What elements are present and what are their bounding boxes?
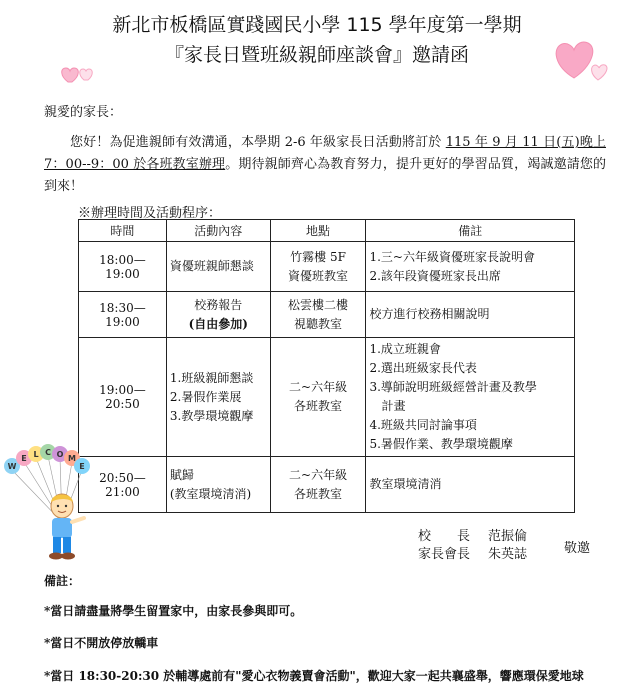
balloon-letter: W <box>7 462 17 471</box>
place-line: 各班教室 <box>294 486 343 501</box>
place-line: 視聽教室 <box>294 316 343 331</box>
greeting: 親愛的家長： <box>44 105 123 120</box>
notes-line: 校方進行校務相關說明 <box>369 307 490 321</box>
activity-line: (教室環境清消) <box>169 486 252 501</box>
signature-row <box>418 528 538 546</box>
row-notes <box>366 338 575 457</box>
row-time: 18:30—19:00 <box>79 292 167 338</box>
balloon-letter: C <box>45 448 51 457</box>
row-activity <box>166 292 270 338</box>
header-time: 時間 <box>79 220 167 242</box>
activity-line: 校務報告 <box>194 297 243 312</box>
row-notes <box>366 292 575 338</box>
schedule-header-row <box>79 220 575 242</box>
heart-icon-large-right <box>548 30 614 88</box>
notes-line: 3.導師說明班級經營計畫及教學 <box>369 380 537 394</box>
schedule-heading: ※辦理時間及活動程序： <box>78 206 222 221</box>
table-row <box>79 338 575 457</box>
balloon-letter: E <box>21 454 27 463</box>
notes-line: 2.該年段資優班家長出席 <box>369 268 501 283</box>
pta-role: 家長會長 <box>418 547 471 562</box>
notes-section <box>44 571 614 687</box>
principal-role: 校 長 <box>418 529 471 544</box>
notes-line: 教室環境清消 <box>369 477 442 491</box>
notes-line: 計畫 <box>369 399 406 413</box>
activity-line: 2.暑假作業展 <box>169 389 242 404</box>
note-item: *當日不開放停放轎車 <box>44 636 159 650</box>
balloon-letter: L <box>33 450 39 459</box>
note-item: *當日請盡量將學生留置家中，由家長參與即可。 <box>44 604 303 618</box>
row-place <box>270 457 366 513</box>
table-row <box>79 242 575 292</box>
intro-text-1: 您好！為促進親師有效溝通，本學期 2-6 年級家長日活動將訂於 <box>70 135 446 150</box>
row-place <box>270 338 366 457</box>
notes-heading: 備註： <box>44 574 81 588</box>
closing-text: 敬邀 <box>564 541 591 556</box>
header-notes: 備註 <box>366 220 575 242</box>
notes-line: 2.選出班級家長代表 <box>369 361 477 375</box>
welcome-balloons-illustration <box>2 440 98 568</box>
place-line: 二~六年級 <box>289 380 348 394</box>
heart-icon-small-left <box>58 60 98 88</box>
page-title-line1: 新北市板橋區實踐國民小學 115 學年度第一學期 <box>112 14 522 36</box>
place-line: 松雲樓二樓 <box>288 297 349 312</box>
row-activity <box>166 242 270 292</box>
notes-line: 1.三~六年級資優班家長說明會 <box>369 249 535 264</box>
header-place: 地點 <box>270 220 366 242</box>
place-line: 資優班教室 <box>288 268 349 283</box>
balloon-letter: O <box>56 450 64 459</box>
balloon-letter: E <box>79 462 85 471</box>
activity-line: 1.班級親師懇談 <box>169 370 254 385</box>
intro-date: 115 年 9 月 11 日(五)晚上 7：00--9：00 於各班教室辦理 <box>44 135 606 172</box>
notes-line: 4.班級共同討論事項 <box>369 418 477 432</box>
table-row <box>79 292 575 338</box>
table-row <box>79 457 575 513</box>
pta-name: 朱英誌 <box>488 547 528 562</box>
header-activity: 活動內容 <box>166 220 270 242</box>
child-figure <box>49 494 84 560</box>
activity-line: 資優班親師懇談 <box>169 259 254 273</box>
place-line: 竹霧樓 5F <box>290 249 346 264</box>
place-line: 各班教室 <box>294 399 343 413</box>
row-place <box>270 242 366 292</box>
signature-row <box>418 546 538 564</box>
note-item: *當日 18:30-20:30 於輔導處前有"愛心衣物義賣會活動"，歡迎大家一起共襄盛舉，響應環保愛地球 <box>44 669 584 683</box>
schedule-table <box>78 219 575 513</box>
row-notes <box>366 457 575 513</box>
row-activity <box>166 338 270 457</box>
signature-block <box>418 528 538 564</box>
row-notes <box>366 242 575 292</box>
notes-line: 1.成立班親會 <box>369 342 441 356</box>
page-title-line2: 『家長日暨班級親師座談會』邀請函 <box>164 44 469 66</box>
activity-line: 賦歸 <box>169 467 194 482</box>
activity-line: (自由參加) <box>188 316 248 331</box>
row-time: 20:50—21:00 <box>79 457 167 513</box>
row-place <box>270 292 366 338</box>
intro-text-2: 。期待親師齊心為教育努力，提升更好的學習品質，竭誠邀請您的到來！ <box>44 157 606 194</box>
row-time: 19:00—20:50 <box>79 338 167 457</box>
principal-name: 范振倫 <box>488 529 528 544</box>
row-activity <box>166 457 270 513</box>
notes-line: 5.暑假作業、教學環境觀摩 <box>369 437 513 451</box>
row-time: 18:00—19:00 <box>79 242 167 292</box>
place-line: 二~六年級 <box>289 467 348 482</box>
balloon-letter: M <box>68 454 76 463</box>
activity-line: 3.教學環境觀摩 <box>169 408 254 423</box>
intro-paragraph <box>44 132 606 198</box>
